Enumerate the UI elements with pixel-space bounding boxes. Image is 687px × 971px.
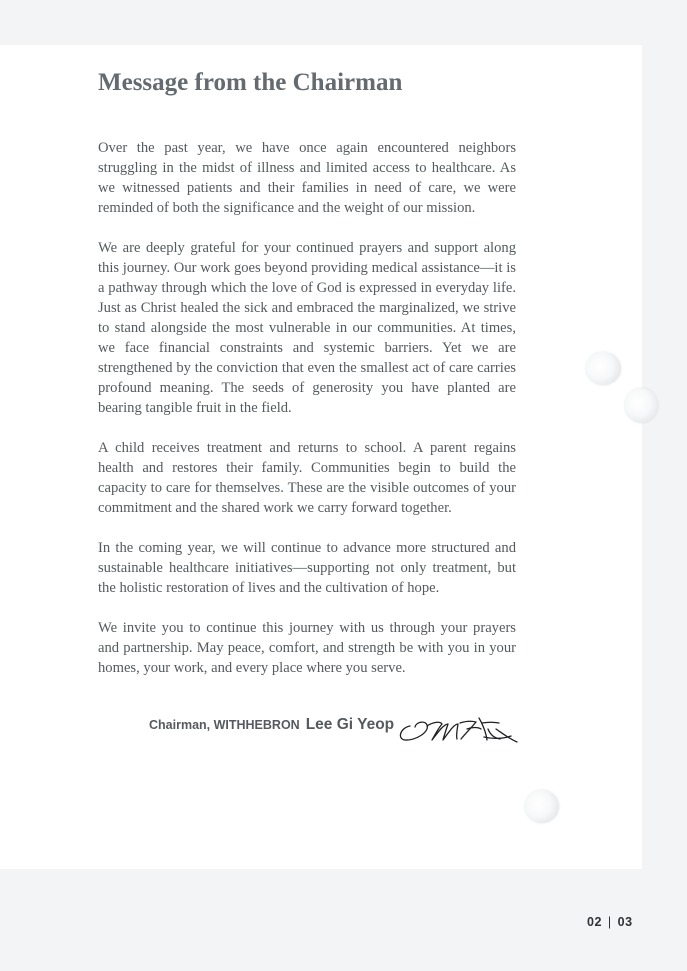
page-title: Message from the Chairman bbox=[98, 69, 403, 96]
page-separator: | bbox=[607, 915, 612, 929]
signatory-name: Lee Gi Yeop bbox=[305, 716, 395, 733]
page-number bbox=[587, 915, 633, 929]
paragraph-1: Over the past year, we have once again encountered neighbors struggling in the midst of illness and limited access to healthcare. As we witnessed patients and their families in need of care, we were reminded of both the significance and the weight of our mission. bbox=[98, 140, 516, 216]
paragraph-3: A child receives treatment and returns to school. A parent regains health and restores their family. Communities begin to build the capacity to care for themselves. These are the visible outcomes of your commitment and the shared work we carry forward together. bbox=[98, 440, 516, 516]
decorative-orb-icon bbox=[625, 388, 658, 423]
decorative-orb-icon bbox=[525, 790, 559, 823]
signature-line bbox=[149, 716, 394, 740]
paragraph-5: We invite you to continue this journey with us through your prayers and partnership. May peace, comfort, and strength be with you in your homes, your work, and every place where you serve. bbox=[98, 620, 516, 676]
current-page-number: 02 bbox=[587, 915, 602, 929]
paragraph-2: We are deeply grateful for your continued prayers and support along this journey. Our work goes beyond providing medical assistance—it is a pathway through which the love of God is expressed in everyday life. Just as Christ healed the sick and embraced the marginalized, we strive to stand alongside the most vulnerable in our communities. At times, we face financial constraints and systemic barriers. Yet we are strengthened by the conviction that even the smallest act of care carries profound meaning. The seeds of generosity you have planted are bearing tangible fruit in the field. bbox=[98, 240, 516, 416]
signatory-role: Chairman, WITHHEBRON bbox=[149, 718, 300, 732]
paragraph-4: In the coming year, we will continue to advance more structured and sustainable healthcare initiatives—supporting not only treatment, but the holistic restoration of lives and the cultivation of hope. bbox=[98, 540, 516, 596]
total-pages-number: 03 bbox=[617, 915, 633, 929]
handwritten-signature-icon bbox=[396, 712, 520, 746]
decorative-orb-icon bbox=[586, 352, 621, 385]
